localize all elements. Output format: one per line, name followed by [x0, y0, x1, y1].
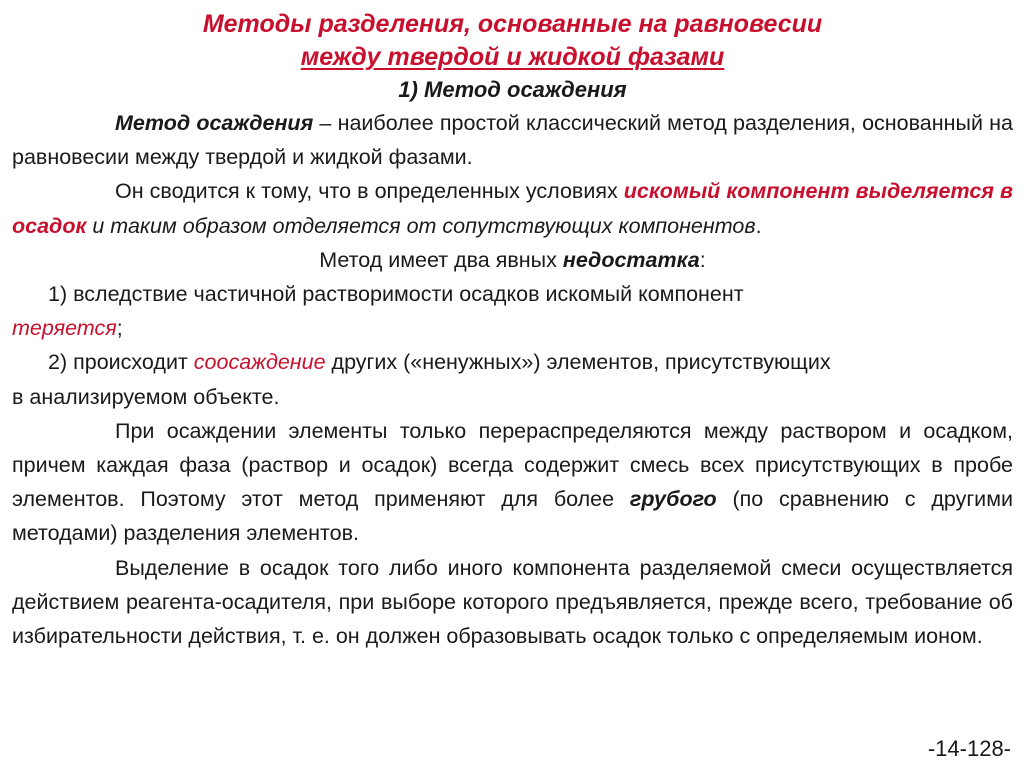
- paragraph-drawback-2: [12, 345, 1013, 413]
- redistribution-rest: (по сравнению с другими методами) разделения элементов.: [12, 487, 1013, 546]
- title-line-2-text: между твердой и жидкой фазами: [300, 43, 725, 71]
- paragraph-definition: [12, 106, 1013, 174]
- principle-italic: и таким образом отделяется от сопутствующих компонентов: [86, 213, 756, 238]
- drawbacks-lead: Метод имеет два явных: [319, 247, 563, 272]
- drawback-2-lead: 2) происходит: [48, 350, 194, 375]
- redistribution-lead: При осаждении элементы только перераспределяются между раствором и осадком, причем каждая фаза (раствор и осадок) всегда содержит смесь всех присутствующих в пробе элементов. Поэтому этот метод применяют для более: [12, 418, 1013, 512]
- paragraph-precipitant: Выделение в осадок того либо иного компонента разделяемой смеси осуществляется действием реагента-осадителя, при выборе которого предъявляется, прежде всего, требование об избирательности действия, т. е. он должен образовывать осадок только с определяемым ионом.: [12, 555, 1013, 649]
- definition-text: – наиболее простой классический метод разделения, основанный на равновесии между твердой и жидкой фазами.: [12, 111, 1013, 170]
- drawback-1-end: ;: [116, 316, 123, 341]
- drawback-2-highlight: соосаждение: [193, 350, 326, 375]
- paragraph-drawbacks-intro: [12, 243, 1013, 277]
- section-subtitle: 1) Метод осаждения: [398, 77, 627, 102]
- principle-highlight: искомый компонент выделяется в осадок: [12, 179, 1013, 238]
- title-line-2: [12, 41, 1013, 74]
- title-line-1: Методы разделения, основанные на равновесии: [202, 10, 823, 38]
- drawback-1-lead: 1) вследствие частичной растворимости осадков искомый компонент: [48, 282, 744, 307]
- drawback-1-highlight: теряется: [12, 316, 117, 341]
- paragraph-redistribution: [12, 414, 1013, 551]
- slide-title: [12, 8, 1013, 74]
- drawback-2-line2: в анализируемом объекте.: [12, 384, 280, 409]
- slide: [12, 8, 1013, 764]
- principle-end: .: [755, 213, 762, 238]
- drawbacks-end: :: [699, 247, 706, 272]
- slide-body: [12, 106, 1013, 653]
- paragraph-drawback-1: [12, 277, 1013, 345]
- redistribution-emphasis: грубого: [629, 487, 717, 512]
- drawbacks-emphasis: недостатка: [562, 247, 700, 272]
- definition-term: Метод осаждения: [115, 111, 314, 135]
- drawback-2-rest: других («ненужных») элементов, присутствующих: [325, 350, 831, 375]
- page-number: -14-128-: [927, 736, 1011, 761]
- paragraph-principle: [12, 174, 1013, 242]
- principle-lead: Он сводится к тому, что в определенных условиях: [115, 179, 624, 204]
